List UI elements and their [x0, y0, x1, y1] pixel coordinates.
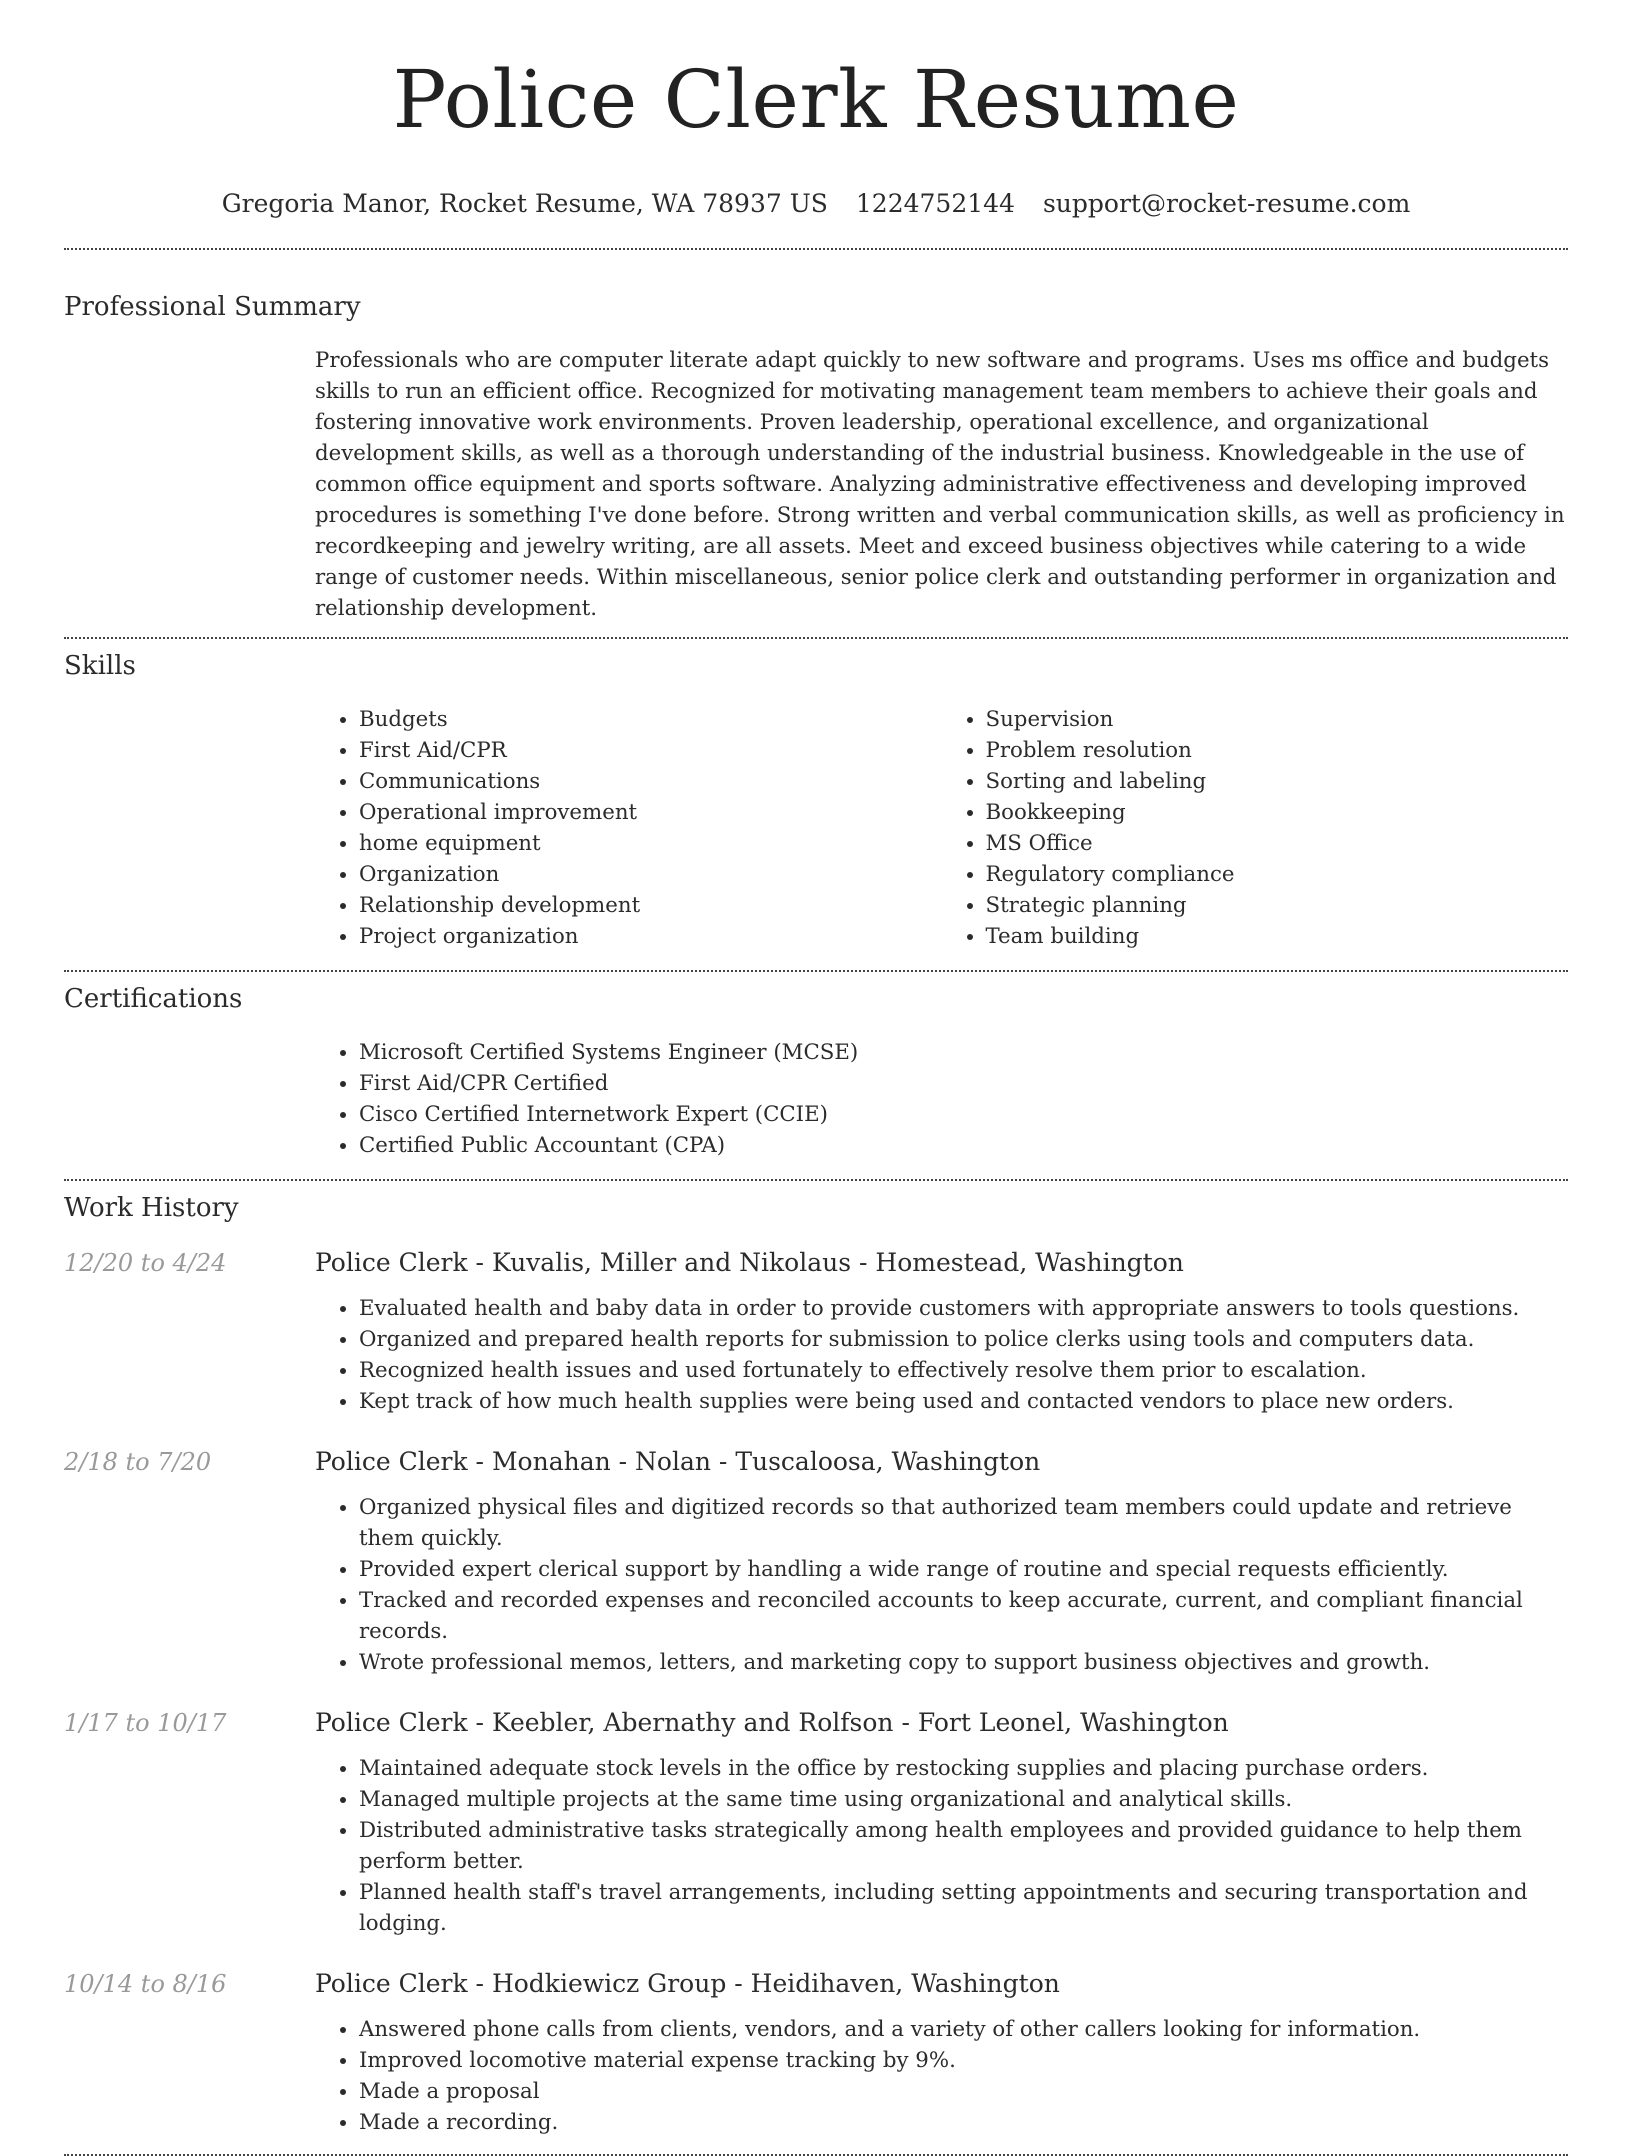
certification-item: • Microsoft Certified Systems Engineer (MCSE) — [359, 1037, 1568, 1068]
certifications-bullets — [315, 1037, 1568, 1161]
skills-left-column — [315, 704, 942, 952]
job-title: Police Clerk - Hodkiewicz Group - Heidihaven, Washington — [315, 1969, 1060, 1998]
skill-item: • Relationship development — [359, 890, 942, 921]
job-bullet: • Wrote professional memos, letters, and marketing copy to support business objectives and growth. — [359, 1647, 1568, 1678]
job-bullet: • Organized physical files and digitized records so that authorized team members could update and retrieve them quickly. — [359, 1492, 1568, 1554]
contact-line — [64, 189, 1568, 219]
job-bullet: • Evaluated health and baby data in order to provide customers with appropriate answers to tools questions. — [359, 1293, 1568, 1324]
job-entry — [64, 1445, 1568, 1678]
job-title: Police Clerk - Keebler, Abernathy and Rolfson - Fort Leonel, Washington — [315, 1708, 1229, 1737]
summary-section — [64, 250, 1568, 624]
resume-page — [64, 0, 1568, 2156]
job-bullet: • Distributed administrative tasks strategically among health employees and provided guidance to help them perform better. — [359, 1815, 1568, 1877]
job-bullet: • Organized and prepared health reports for submission to police clerks using tools and computers data. — [359, 1324, 1568, 1355]
job-bullet: • Managed multiple projects at the same time using organizational and analytical skills. — [359, 1784, 1568, 1815]
skill-item: • Strategic planning — [986, 890, 1569, 921]
job-bullet: • Maintained adequate stock levels in the office by restocking supplies and placing purchase orders. — [359, 1753, 1568, 1784]
skill-item: • Organization — [359, 859, 942, 890]
skill-item: • Bookkeeping — [986, 797, 1569, 828]
job-entry — [64, 1967, 1568, 2138]
work-history-section — [64, 1181, 1568, 2138]
job-bullets — [315, 1753, 1568, 1939]
skill-item: • Project organization — [359, 921, 942, 952]
certification-item: • Certified Public Accountant (CPA) — [359, 1130, 1568, 1161]
job-bullet: • Kept track of how much health supplies were being used and contacted vendors to place new orders. — [359, 1386, 1568, 1417]
summary-heading: Professional Summary — [64, 292, 361, 322]
job-date: 12/20 to 4/24 — [64, 1249, 227, 1277]
skills-right-column — [942, 704, 1569, 952]
job-date: 1/17 to 10/17 — [64, 1709, 227, 1737]
skill-item: • Problem resolution — [986, 735, 1569, 766]
skill-item: • Sorting and labeling — [986, 766, 1569, 797]
job-bullet: • Tracked and recorded expenses and reconciled accounts to keep accurate, current, and compliant financial records. — [359, 1585, 1568, 1647]
skill-item: • Regulatory compliance — [986, 859, 1569, 890]
job-title: Police Clerk - Kuvalis, Miller and Nikolaus - Homestead, Washington — [315, 1248, 1184, 1277]
job-entry — [64, 1706, 1568, 1939]
contact-phone: 1224752144 — [855, 189, 1015, 218]
job-bullet: • Planned health staff's travel arrangements, including setting appointments and securing transportation and lodging. — [359, 1877, 1568, 1939]
job-bullet: • Made a proposal — [359, 2076, 1568, 2107]
job-bullets — [315, 1293, 1568, 1417]
skill-item: • First Aid/CPR — [359, 735, 942, 766]
work-history-heading: Work History — [64, 1193, 239, 1223]
skill-item: • MS Office — [986, 828, 1569, 859]
certification-item: • First Aid/CPR Certified — [359, 1068, 1568, 1099]
job-bullet: • Improved locomotive material expense tracking by 9%. — [359, 2045, 1568, 2076]
skills-heading: Skills — [64, 651, 136, 681]
contact-email[interactable]: support@rocket-resume.com — [1042, 189, 1411, 218]
certification-item: • Cisco Certified Internetwork Expert (CCIE) — [359, 1099, 1568, 1130]
job-date: 2/18 to 7/20 — [64, 1448, 212, 1476]
skills-section — [64, 639, 1568, 952]
summary-text: Professionals who are computer literate adapt quickly to new software and programs. Uses ms office and budgets skills to run an efficient office. Recognized for motivating management team members to achieve their goals and fostering innovative work environments. Proven leadership, operational excellence, and organizational development skills, as well as a thorough understanding of the industrial business. Knowledgeable in the use of common office equipment and sports software. Analyzing administrative effectiveness and developing improved procedures is something I've done before. Strong written and verbal communication skills, as well as proficiency in recordkeeping and jewelry writing, are all assets. Meet and exceed business objectives while catering to a wide range of customer needs. Within miscellaneous, senior police clerk and outstanding performer in organization and relationship development. — [315, 348, 1565, 621]
certifications-list — [315, 1037, 1568, 1161]
job-bullet: • Answered phone calls from clients, vendors, and a variety of other callers looking for information. — [359, 2014, 1568, 2045]
certifications-heading: Certifications — [64, 984, 243, 1014]
certifications-section — [64, 972, 1568, 1161]
job-entry — [64, 1246, 1568, 1417]
resume-title: Police Clerk Resume — [392, 53, 1240, 146]
skill-item: • Team building — [986, 921, 1569, 952]
skill-item: • Communications — [359, 766, 942, 797]
skill-item: • home equipment — [359, 828, 942, 859]
job-date: 10/14 to 8/16 — [64, 1970, 227, 1998]
contact-address: Gregoria Manor, Rocket Resume, WA 78937 US — [221, 189, 828, 218]
skill-item: • Supervision — [986, 704, 1569, 735]
job-bullet: • Provided expert clerical support by handling a wide range of routine and special requests efficiently. — [359, 1554, 1568, 1585]
skill-item: • Operational improvement — [359, 797, 942, 828]
skills-list — [315, 704, 1568, 952]
job-bullets — [315, 1492, 1568, 1678]
job-bullets — [315, 2014, 1568, 2138]
job-bullet: • Recognized health issues and used fortunately to effectively resolve them prior to escalation. — [359, 1355, 1568, 1386]
skill-item: • Budgets — [359, 704, 942, 735]
job-title: Police Clerk - Monahan - Nolan - Tuscaloosa, Washington — [315, 1447, 1041, 1476]
job-bullet: • Made a recording. — [359, 2107, 1568, 2138]
